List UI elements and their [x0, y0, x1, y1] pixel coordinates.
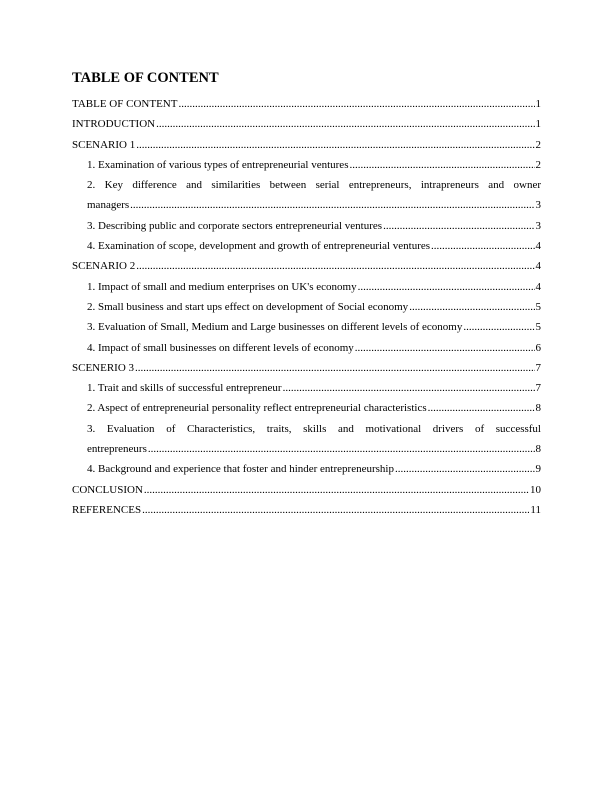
toc-entry-s2-item-2[interactable]: 2. Small business and start ups effect on development of Social economy ..... 5: [72, 297, 541, 317]
toc-entry-scenario-1[interactable]: SCENARIO 1 ..... 2: [72, 135, 541, 155]
toc-entry-introduction[interactable]: INTRODUCTION ..... 1: [72, 114, 541, 134]
toc-entry-s2-item-1[interactable]: 1. Impact of small and medium enterprises on UK's economy ..... 4: [72, 277, 541, 297]
toc-entry-table-of-content[interactable]: TABLE OF CONTENT ..... 1: [72, 94, 541, 114]
page-title: TABLE OF CONTENT: [72, 70, 219, 86]
toc-entry-s1-item-3[interactable]: 3. Describing public and corporate sectors entrepreneurial ventures ..... 3: [72, 216, 541, 236]
table-of-contents: [72, 94, 541, 520]
toc-entry-conclusion[interactable]: CONCLUSION ..... 10: [72, 480, 541, 500]
toc-entry-s3-item-3[interactable]: 3. Evaluation of Characteristics, traits, skills and motivational drivers of successful entrepreneurs ..... 8: [72, 419, 541, 460]
toc-entry-s2-item-3[interactable]: 3. Evaluation of Small, Medium and Large businesses on different levels of economy ..... 5: [72, 317, 541, 337]
toc-entry-scenerio-3[interactable]: SCENERIO 3 ..... 7: [72, 358, 541, 378]
toc-entry-s2-item-4[interactable]: 4. Impact of small businesses on different levels of economy ..... 6: [72, 338, 541, 358]
toc-entry-s3-item-1[interactable]: 1. Trait and skills of successful entrepreneur ..... 7: [72, 378, 541, 398]
toc-entry-s1-item-1[interactable]: 1. Examination of various types of entrepreneurial ventures ..... 2: [72, 155, 541, 175]
toc-entry-scenario-2[interactable]: SCENARIO 2 ..... 4: [72, 256, 541, 276]
toc-entry-references[interactable]: REFERENCES ..... 11: [72, 500, 541, 520]
toc-entry-s3-item-4[interactable]: 4. Background and experience that foster and hinder entrepreneurship ..... 9: [72, 459, 541, 479]
toc-entry-s1-item-4[interactable]: 4. Examination of scope, development and growth of entrepreneurial ventures ..... 4: [72, 236, 541, 256]
toc-entry-s1-item-2[interactable]: 2. Key difference and similarities between serial entrepreneurs, intrapreneurs and owner managers ..... 3: [72, 175, 541, 216]
toc-entry-s3-item-2[interactable]: 2. Aspect of entrepreneurial personality reflect entrepreneurial characteristics ..... 8: [72, 398, 541, 418]
